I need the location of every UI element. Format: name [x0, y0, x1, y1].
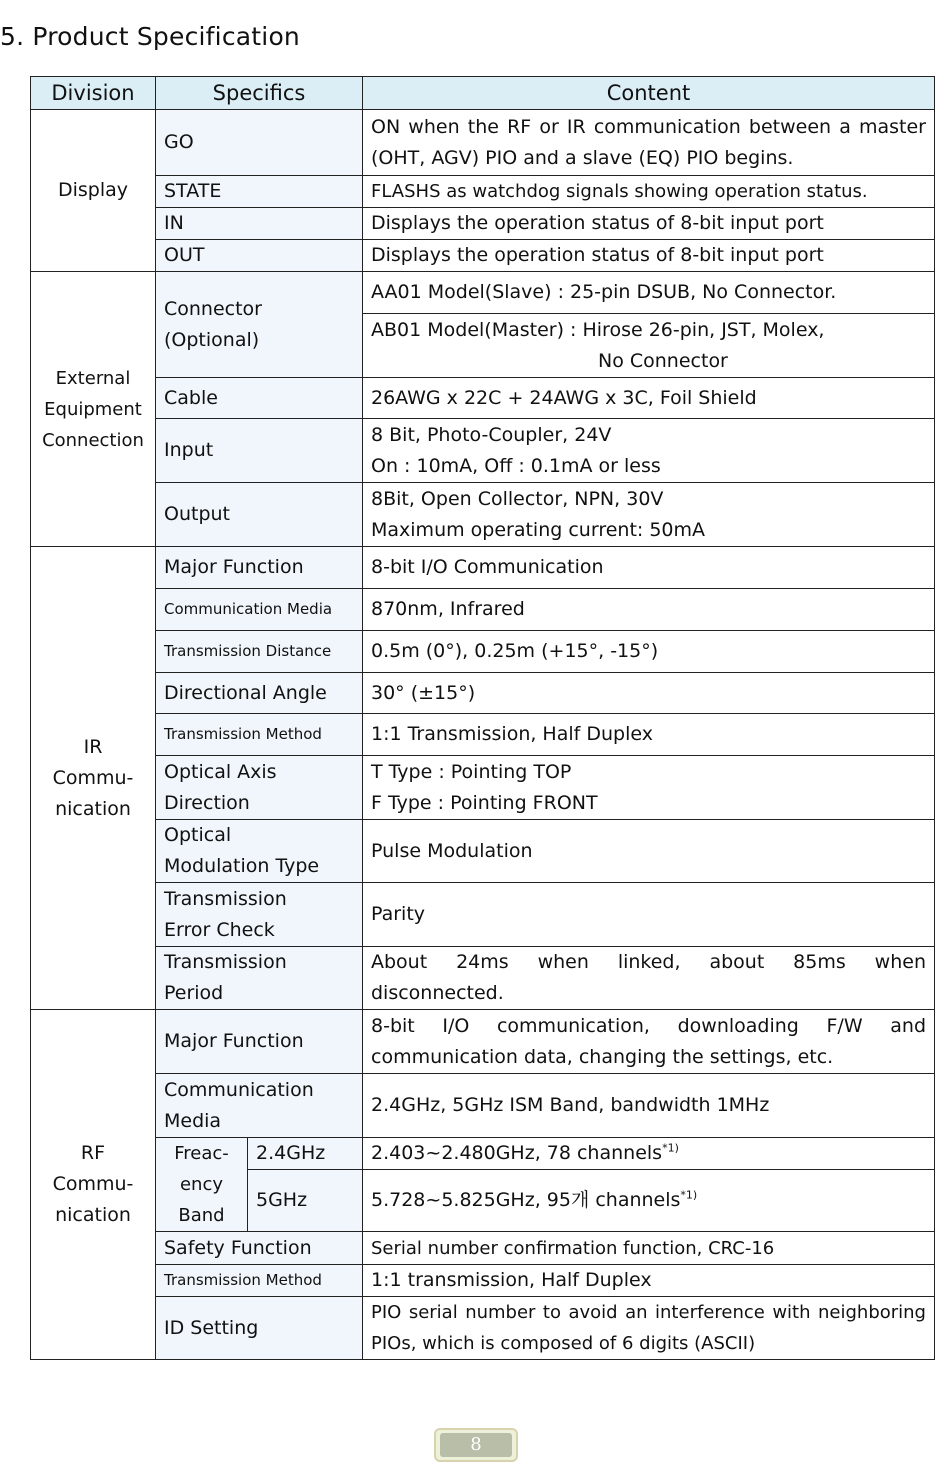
spec-ir-period: Transmission Period	[156, 947, 363, 1010]
table-row	[31, 176, 935, 208]
division-ir: IR Commu- nication	[31, 547, 156, 1010]
table-row	[31, 714, 935, 756]
table-row	[31, 272, 935, 314]
spec-output: Output	[156, 483, 363, 547]
spec-ir-angle: Directional Angle	[156, 673, 363, 714]
content-in: Displays the operation status of 8-bit input port	[363, 208, 935, 240]
content-ir-angle: 30° (±15°)	[363, 673, 935, 714]
division-rf: RF Commu- nication	[31, 1010, 156, 1360]
spec-ir-method: Transmission Method	[156, 714, 363, 756]
content-state: FLASHS as watchdog signals showing operation status.	[363, 176, 935, 208]
table-row	[31, 1074, 935, 1138]
content-rf-safety: Serial number confirmation function, CRC-16	[363, 1232, 935, 1265]
spec-ir-error: Transmission Error Check	[156, 883, 363, 947]
table-row	[31, 1232, 935, 1265]
content-ir-distance: 0.5m (0°), 0.25m (+15°, -15°)	[363, 631, 935, 673]
spec-connector: Connector (Optional)	[156, 272, 363, 378]
spec-cable: Cable	[156, 378, 363, 419]
content-connector-master: AB01 Model(Master) : Hirose 26-pin, JST, Molex, No Connector	[363, 314, 935, 378]
spec-rf-media: Communication Media	[156, 1074, 363, 1138]
spec-rf-band-5: 5GHz	[248, 1170, 363, 1232]
content-rf-media: 2.4GHz, 5GHz ISM Band, bandwidth 1MHz	[363, 1074, 935, 1138]
header-division: Division	[31, 77, 156, 110]
spec-ir-distance: Transmission Distance	[156, 631, 363, 673]
table-row	[31, 820, 935, 883]
content-output: 8Bit, Open Collector, NPN, 30V Maximum operating current: 50mA	[363, 483, 935, 547]
content-ir-method: 1:1 Transmission, Half Duplex	[363, 714, 935, 756]
division-display: Display	[31, 110, 156, 272]
page-title: 5. Product Specification	[0, 22, 300, 51]
table-header-row	[31, 77, 935, 110]
table-row	[31, 1265, 935, 1297]
spec-ir-modulation: Optical Modulation Type	[156, 820, 363, 883]
spec-ir-media: Communication Media	[156, 589, 363, 631]
table-row	[31, 589, 935, 631]
content-rf-method: 1:1 transmission, Half Duplex	[363, 1265, 935, 1297]
spec-out: OUT	[156, 240, 363, 272]
content-cable: 26AWG x 22C + 24AWG x 3C, Foil Shield	[363, 378, 935, 419]
header-specifics: Specifics	[156, 77, 363, 110]
content-out: Displays the operation status of 8-bit input port	[363, 240, 935, 272]
table-row	[31, 208, 935, 240]
spec-rf-method: Transmission Method	[156, 1265, 363, 1297]
content-ir-major: 8-bit I/O Communication	[363, 547, 935, 589]
table-row	[31, 631, 935, 673]
table-row	[31, 673, 935, 714]
content-ir-error: Parity	[363, 883, 935, 947]
content-rf-id: PIO serial number to avoid an interference with neighboring PIOs, which is composed of 6 digits (ASCII)	[363, 1297, 935, 1360]
content-rf-band-5: 5.728~5.825GHz, 95개 channels$^{*1)}$	[363, 1170, 935, 1232]
content-ir-axis: T Type : Pointing TOP F Type : Pointing FRONT	[363, 756, 935, 820]
spec-rf-id: ID Setting	[156, 1297, 363, 1360]
content-rf-band-24: 2.403~2.480GHz, 78 channels$^{*1)}$	[363, 1138, 935, 1170]
spec-table	[30, 76, 935, 1360]
table-row	[31, 883, 935, 947]
table-row	[31, 1297, 935, 1360]
content-go: ON when the RF or IR communication between a master (OHT, AGV) PIO and a slave (EQ) PIO begins.	[363, 110, 935, 176]
table-row	[31, 947, 935, 1010]
spec-rf-freq-band: Freac- ency Band	[156, 1138, 248, 1232]
table-row	[31, 1138, 935, 1170]
division-external: External Equipment Connection	[31, 272, 156, 547]
content-ir-modulation: Pulse Modulation	[363, 820, 935, 883]
table-row	[31, 547, 935, 589]
page-number-badge	[434, 1428, 518, 1462]
content-connector-slave: AA01 Model(Slave) : 25-pin DSUB, No Connector.	[363, 272, 935, 314]
spec-rf-band-24: 2.4GHz	[248, 1138, 363, 1170]
table-row	[31, 110, 935, 176]
spec-input: Input	[156, 419, 363, 483]
spec-go: GO	[156, 110, 363, 176]
table-row	[31, 483, 935, 547]
table-row	[31, 378, 935, 419]
table-row	[31, 756, 935, 820]
spec-state: STATE	[156, 176, 363, 208]
spec-ir-axis: Optical Axis Direction	[156, 756, 363, 820]
table-row	[31, 1010, 935, 1074]
page-number: 8	[440, 1433, 512, 1457]
spec-rf-major: Major Function	[156, 1010, 363, 1074]
content-ir-period: About 24ms when linked, about 85ms when disconnected.	[363, 947, 935, 1010]
table-row	[31, 419, 935, 483]
header-content: Content	[363, 77, 935, 110]
spec-rf-safety: Safety Function	[156, 1232, 363, 1265]
content-ir-media: 870nm, Infrared	[363, 589, 935, 631]
content-rf-major: 8-bit I/O communication, downloading F/W and communication data, changing the settings, etc.	[363, 1010, 935, 1074]
content-input: 8 Bit, Photo-Coupler, 24V On : 10mA, Off : 0.1mA or less	[363, 419, 935, 483]
spec-ir-major: Major Function	[156, 547, 363, 589]
table-row	[31, 240, 935, 272]
spec-in: IN	[156, 208, 363, 240]
